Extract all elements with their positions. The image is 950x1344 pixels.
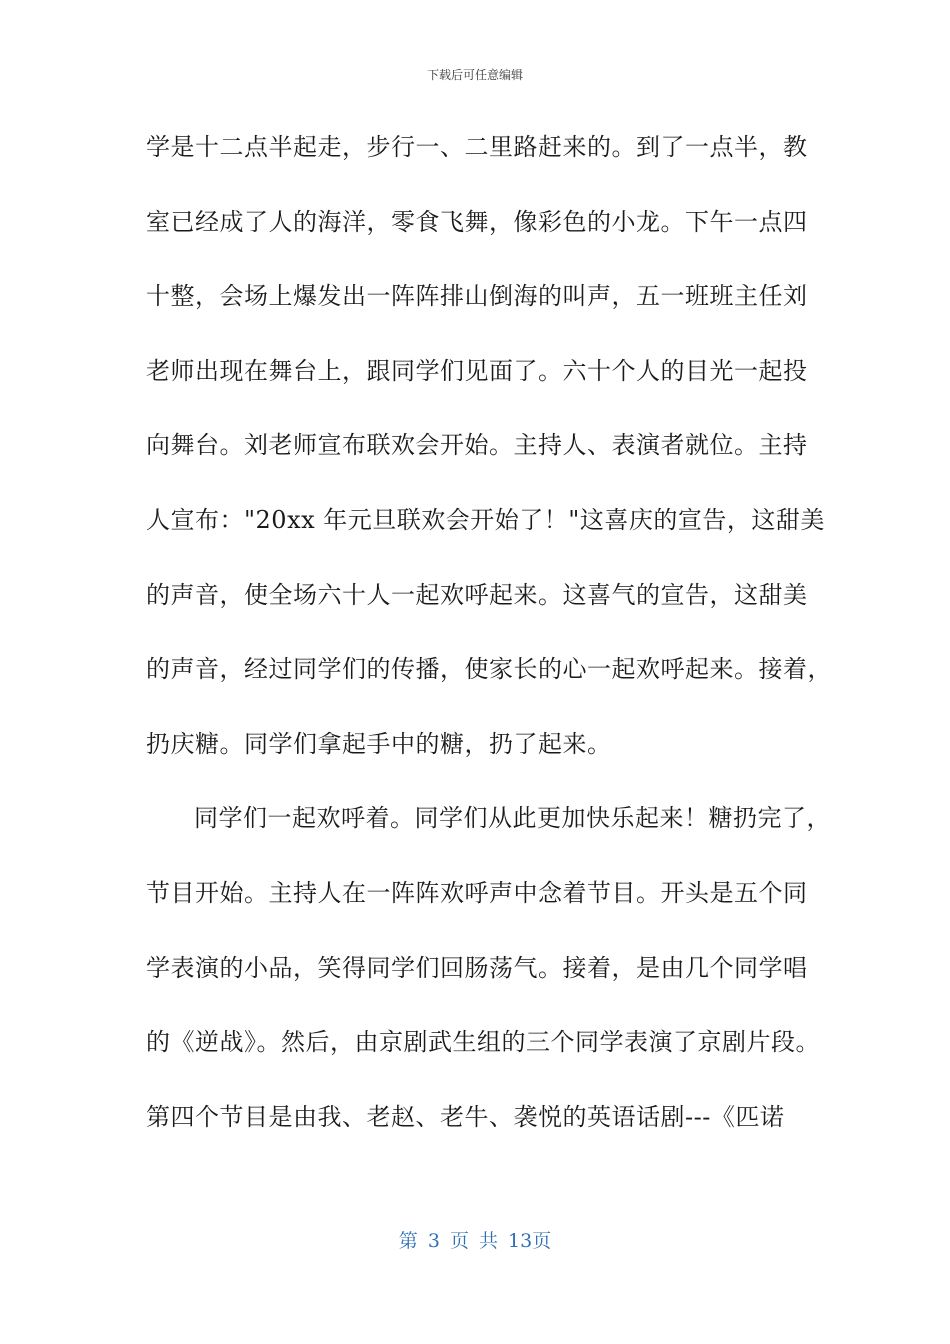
text-line: 室已经成了人的海洋，零食飞舞，像彩色的小龙。下午一点四 xyxy=(146,207,808,236)
text-line: 向舞台。刘老师宣布联欢会开始。主持人、表演者就位。主持 xyxy=(146,431,808,460)
text-line: 老师出现在舞台上，跟同学们见面了。六十个人的目光一起投 xyxy=(146,356,808,385)
text-line: 扔庆糖。同学们拿起手中的糖，扔了起来。 xyxy=(146,729,612,758)
text-line: 节目开始。主持人在一阵阵欢呼声中念着节目。开头是五个同 xyxy=(146,878,808,907)
page-header: 下载后可任意编辑 xyxy=(426,68,523,82)
text-line: 的声音，使全场六十人一起欢呼起来。这喜气的宣告，这甜美 xyxy=(146,580,808,609)
text-line: 第四个节目是由我、老赵、老牛、袭悦的英语话剧---《匹诺 xyxy=(146,1102,785,1131)
text-line: 学是十二点半起走，步行一、二里路赶来的。到了一点半，教 xyxy=(146,133,808,161)
paragraph-start-line: 同学们一起欢呼着。同学们从此更加快乐起来！糖扔完了， xyxy=(194,804,831,833)
text-line: 人宣布："20xx 年元旦联欢会开始了！"这喜庆的宣告，这甜美 xyxy=(146,505,825,534)
text-line: 的声音，经过同学们的传播，使家长的心一起欢呼起来。接着， xyxy=(146,655,832,684)
text-line: 学表演的小品，笑得同学们回肠荡气。接着，是由几个同学唱 xyxy=(146,953,808,982)
text-line: 十整，会场上爆发出一阵阵排山倒海的叫声，五一班班主任刘 xyxy=(146,282,808,311)
document-body xyxy=(146,122,832,1166)
text-line: 的《逆战》。然后，由京剧武生组的三个同学表演了京剧片段。 xyxy=(146,1028,820,1057)
page-number-footer: 第 3 页 共 13页 xyxy=(398,1230,552,1252)
